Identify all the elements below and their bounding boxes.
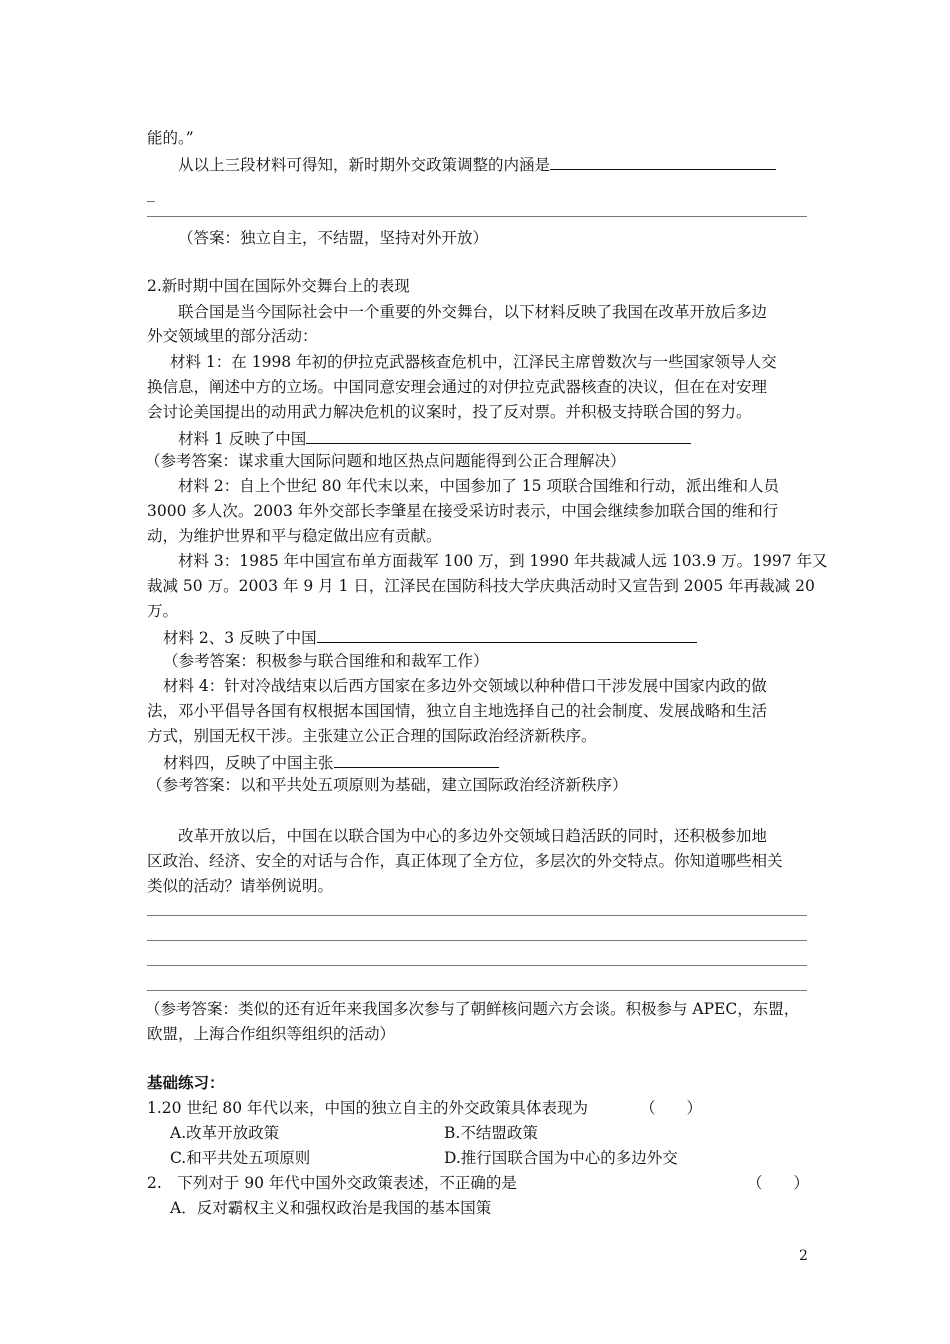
page-number: 2 [799,1248,808,1264]
question-text: 材料四，反映了中国主张 [163,754,334,772]
option-c: C.和平共处五项原则 [170,1149,311,1167]
paragraph-line: 类似的活动？请举例说明。 [147,877,334,895]
paragraph-line: 外交领域里的部分活动： [147,327,318,345]
paragraph-line: 区政治、经济、安全的对话与合作，真正体现了全方位，多层次的外交特点。你知道哪些相关 [147,852,783,870]
answer-text: （参考答案：谋求重大国际问题和地区热点问题能得到公正合理解决） [145,452,626,470]
option-b: B.不结盟政策 [444,1124,538,1142]
material-line: 方式，别国无权干涉。主张建立公正合理的国际政治经济新秩序。 [147,727,597,745]
text-line: _ [147,184,155,202]
material-line: 万。 [147,602,179,620]
answer-blank[interactable] [317,626,697,643]
material-line: 动，为维护世界和平与稳定做出应有贡献。 [147,527,442,545]
option-a: A．反对霸权主义和强权政治是我国的基本国策 [170,1199,492,1217]
question-text: 材料 2、3 反映了中国 [163,629,317,647]
answer-blank[interactable] [334,751,499,768]
answer-blank[interactable] [550,153,776,170]
material-line: 材料 1：在 1998 年初的伊拉克武器核查危机中，江泽民主席曾数次与一些国家领导人交 [170,353,777,371]
answer-text: （参考答案：积极参与联合国维和和裁军工作） [163,652,489,670]
material-line: 3000 多人次。2003 年外交部长李肇星在接受采访时表示，中国会继续参加联合国的维和行 [147,502,779,520]
section-heading: 2.新时期中国在国际外交舞台上的表现 [147,277,410,295]
exercise-heading: 基础练习： [147,1073,225,1092]
answer-text: 欧盟，上海合作组织等组织的活动） [147,1025,396,1043]
answer-rule[interactable] [147,915,807,916]
material-line: 材料 2：自上个世纪 80 年代末以来，中国参加了 15 项联合国维和行动，派出维和人员 [178,477,779,495]
question-text: 材料 1 反映了中国 [178,430,307,448]
text-line: 能的。” [147,129,194,147]
material-line: 法，邓小平倡导各国有权根据本国国情，独立自主地选择自己的社会制度、发展战略和生活 [147,702,768,720]
question-line [163,751,499,773]
text-line [178,153,776,175]
answer-blank[interactable] [306,427,691,444]
answer-rule[interactable] [147,990,807,991]
question-line [163,626,697,648]
exercise-question: 1.20 世纪 80 年代以来，中国的独立自主的外交政策具体表现为 [147,1099,589,1117]
paragraph-line: 改革开放以后，中国在以联合国为中心的多边外交领域日趋活跃的同时，还积极参加地 [178,827,768,845]
answer-text: （参考答案：类似的还有近年来我国多次参与了朝鲜核问题六方会谈。积极参与 APEC，东盟， [145,1000,800,1018]
answer-text: （参考答案：以和平共处五项原则为基础，建立国际政治经济新秩序） [147,776,628,794]
answer-rule[interactable] [147,216,807,217]
paragraph-line: 联合国是当今国际社会中一个重要的外交舞台，以下材料反映了我国在改革开放后多边 [178,303,768,321]
material-line: 会讨论美国提出的动用武力解决危机的议案时，投了反对票。并积极支持联合国的努力。 [147,403,752,421]
question-line [178,427,691,449]
option-a: A.改革开放政策 [170,1124,280,1142]
answer-rule[interactable] [147,965,807,966]
material-line: 换信息，阐述中方的立场。中国同意安理会通过的对伊拉克武器核查的决议，但在在对安理 [147,378,768,396]
exercise-question: 2. 下列对于 90 年代中国外交政策表述，不正确的是 [147,1174,517,1192]
option-d: D.推行国联合国为中心的多边外交 [444,1149,678,1167]
answer-parentheses[interactable]: （ ） [747,1174,810,1192]
material-line: 材料 4：针对冷战结束以后西方国家在多边外交领域以种种借口干涉发展中国家内政的做 [163,677,767,695]
answer-rule[interactable] [147,940,807,941]
answer-parentheses[interactable]: （ ） [640,1099,703,1117]
question-text: 从以上三段材料可得知，新时期外交政策调整的内涵是 [178,156,551,174]
material-line: 材料 3：1985 年中国宣布单方面裁军 100 万，到 1990 年共裁减人远 103.9 万。1997 年又 [178,552,828,570]
material-line: 裁减 50 万。2003 年 9 月 1 日，江泽民在国防科技大学庆典活动时又宣告到 2005 年再裁减 20 [147,577,815,595]
answer-text: （答案：独立自主，不结盟，坚持对外开放） [178,229,489,247]
